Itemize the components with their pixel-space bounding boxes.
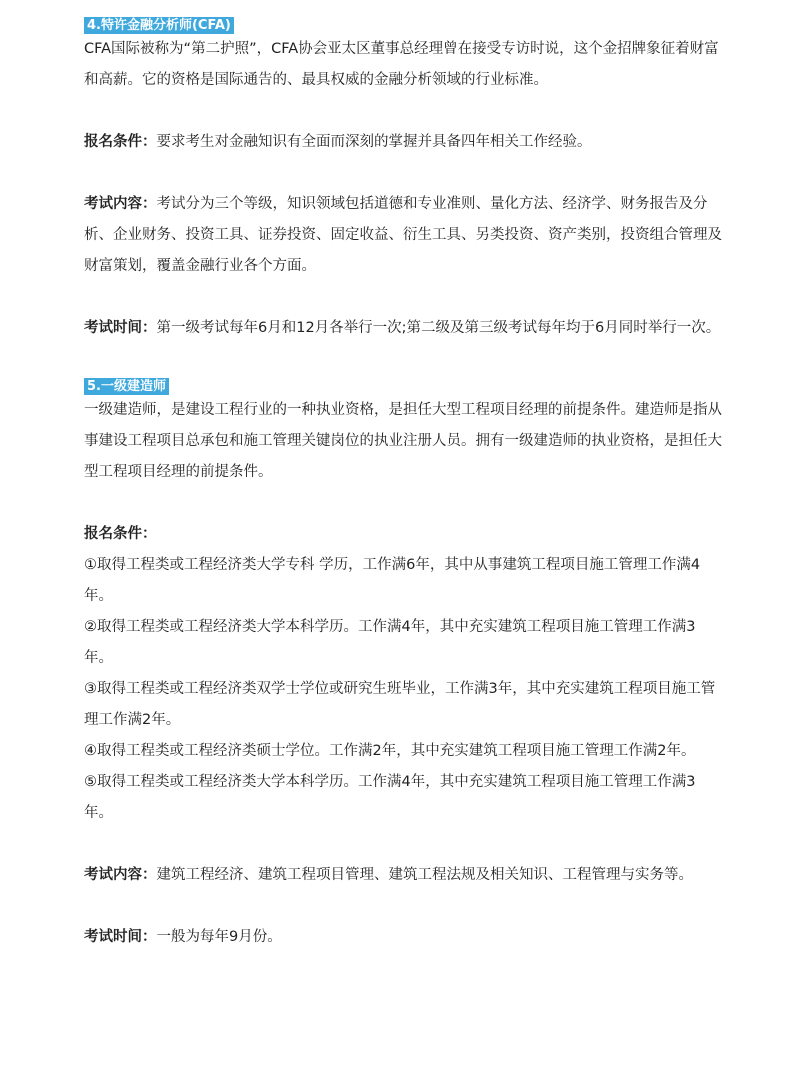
requirements-text: 要求考生对金融知识有全面而深刻的掌握并具备四年相关工作经验。 <box>156 134 592 150</box>
section-5-time <box>84 922 724 953</box>
content-label: 考试内容： <box>84 867 157 883</box>
requirement-item: ⑤取得工程类或工程经济类大学本科学历。工作满4年，其中充实建筑工程项目施工管理工作满3年。 <box>84 774 696 821</box>
section-4-title: 4.特许金融分析师(CFA) <box>84 17 234 34</box>
content-text: 考试分为三个等级，知识领域包括道德和专业准则、量化方法、经济学、财务报告及分析、企业财务、投资工具、证券投资、固定收益、衍生工具、另类投资、资产类别，投资组合管理及财富策划，覆盖金融行业各个方面。 <box>84 196 722 274</box>
requirement-item: ①取得工程类或工程经济类大学专科 学历，工作满6年，其中从事建筑工程项目施工管理工作满4年。 <box>84 557 701 604</box>
section-4-intro: CFA国际被称为“第二护照”，CFA协会亚太区董事总经理曾在接受专访时说，这个金招牌象征着财富和高薪。它的资格是国际通告的、最具权威的金融分析领域的行业标准。 <box>84 41 719 88</box>
document-body <box>84 14 724 953</box>
section-4-time <box>84 313 724 344</box>
content-text: 建筑工程经济、建筑工程项目管理、建筑工程法规及相关知识、工程管理与实务等。 <box>156 867 693 883</box>
requirement-item: ②取得工程类或工程经济类大学本科学历。工作满4年，其中充实建筑工程项目施工管理工作满3年。 <box>84 619 696 666</box>
section-5-content <box>84 860 724 891</box>
section-5-intro: 一级建造师，是建设工程行业的一种执业资格，是担任大型工程项目经理的前提条件。建造师是指从事建设工程项目总承包和施工管理关键岗位的执业注册人员。拥有一级建造师的执业资格，是担任大型工程项目经理的前提条件。 <box>84 402 722 480</box>
section-5-requirements-label <box>84 519 724 550</box>
requirement-item: ③取得工程类或工程经济类双学士学位或研究生班毕业，工作满3年，其中充实建筑工程项目施工管理工作满2年。 <box>84 681 716 728</box>
section-4-requirements <box>84 127 724 158</box>
requirements-label: 报名条件： <box>84 526 157 542</box>
time-text: 一般为每年9月份。 <box>156 929 282 945</box>
content-label: 考试内容： <box>84 196 157 212</box>
section-4-content <box>84 189 724 282</box>
time-label: 考试时间： <box>84 320 157 336</box>
section-5-title: 5.一级建造师 <box>84 378 169 395</box>
requirement-item: ④取得工程类或工程经济类硕士学位。工作满2年，其中充实建筑工程项目施工管理工作满2年。 <box>84 743 696 759</box>
time-label: 考试时间： <box>84 929 157 945</box>
time-text: 第一级考试每年6月和12月各举行一次;第二级及第三级考试每年均于6月同时举行一次。 <box>156 320 721 336</box>
requirements-label: 报名条件： <box>84 134 157 150</box>
